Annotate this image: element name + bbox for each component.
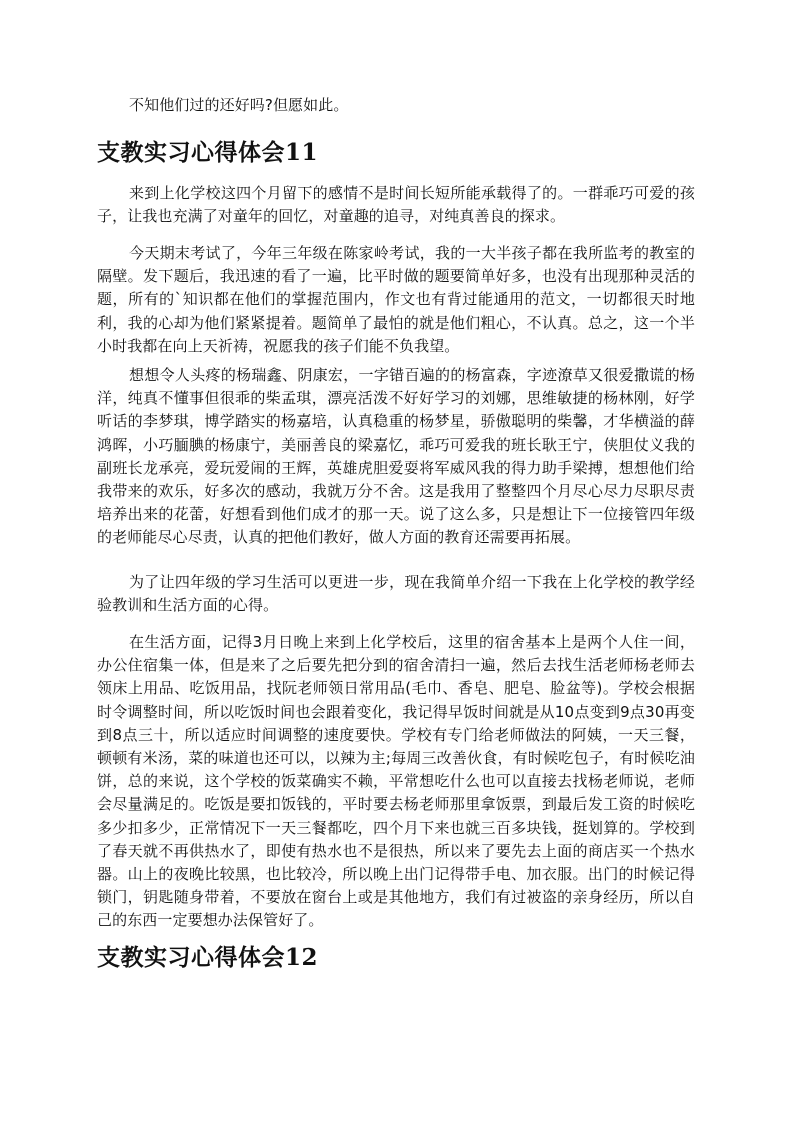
section-heading-11: 支教实习心得体会11 bbox=[97, 139, 319, 166]
paragraph-2: 今天期末考试了，今年三年级在陈家岭考试，我的一大半孩子都在我所监考的教室的隔壁。发下题后，我迅速的看了一遍，比平时做的题要简单好多，也没有出现那种灵活的题，所有的`知识都在他们的掌握范围内，作文也有背过能通用的范文，一切都很天时地利，我的心却为他们紧紧提着。题简单了最怕的就是他们粗心，不认真。总之，这一个半小时我都在向上天祈祷，祝愿我的孩子们能不负我望。 bbox=[97, 244, 695, 355]
paragraph-4: 为了让四年级的学习生活可以更进一步，现在我简单介绍一下我在上化学校的教学经验教训和生活方面的心得。 bbox=[97, 573, 695, 615]
intro-paragraph: 不知他们过的还好吗?但愿如此。 bbox=[129, 96, 349, 114]
section-heading-12: 支教实习心得体会12 bbox=[97, 944, 319, 971]
paragraph-5: 在生活方面，记得3月日晚上来到上化学校后，这里的宿舍基本上是两个人住一间，办公住宿集一体，但是来了之后要先把分到的宿舍清扫一遍，然后去找生活老师杨老师去领床上用品、吃饭用品，找阮老师领日常用品(毛巾、香皂、肥皂、脸盆等)。学校会根据时令调整时间，所以吃饭时间也会跟着变化，我记得早饭时间就是从10点变到9点30再变到8点三十，所以适应时间调整的速度要快。学校有专门给老师做法的阿姨，一天三餐，顿顿有米汤，菜的味道也还可以，以辣为主;每周三改善伙食，有时候吃包子，有时候吃油饼，总的来说，这个学校的饭菜确实不赖，平常想吃什么也可以直接去找杨老师说，老师会尽量满足的。吃饭是要扣饭钱的，平时要去杨老师那里拿饭票，到最后发工资的时候吃多少扣多少，正常情况下一天三餐都吃，四个月下来也就三百多块钱，挺划算的。学校到了春天就不再供热水了，即使有热水也不是很热，所以来了要先去上面的商店买一个热水器。山上的夜晚比较黑，也比较冷，所以晚上出门记得带手电、加衣服。出门的时候记得锁门，钥匙随身带着，不要放在窗台上或是其他地方，我们有过被盗的亲身经历，所以自己的东西一定要想办法保管好了。 bbox=[97, 633, 695, 930]
paragraph-3: 想想令人头疼的杨瑞鑫、阴康宏，一字错百遍的的杨富森，字迹潦草又很爱撒谎的杨洋，纯真不懂事但很乖的柴孟琪，漂亮活泼不好好学习的刘娜，思维敏捷的杨林刚，好学听话的李梦琪，博学踏实的杨嘉培，认真稳重的杨梦星，骄傲聪明的柴馨，才华横溢的薛鸿晖，小巧腼腆的杨康宁，美丽善良的梁嘉忆，乖巧可爱我的班长耿王宁，侠胆仗义我的副班长龙承亮，爱玩爱闹的王辉，英雄虎胆爱耍将军威风我的得力助手梁搏，想想他们给我带来的欢乐，好多次的感动，我就万分不舍。这是我用了整整四个月尽心尽力尽职尽责培养出来的花蕾，好想看到他们成才的那一天。说了这么多，只是想让下一位接管四年级的老师能尽心尽责，认真的把他们教好，做人方面的教育还需要再拓展。 bbox=[97, 366, 695, 547]
paragraph-1: 来到上化学校这四个月留下的感情不是时间长短所能承载得了的。一群乖巧可爱的孩子，让我也充满了对童年的回忆，对童趣的追寻，对纯真善良的探求。 bbox=[97, 184, 695, 226]
